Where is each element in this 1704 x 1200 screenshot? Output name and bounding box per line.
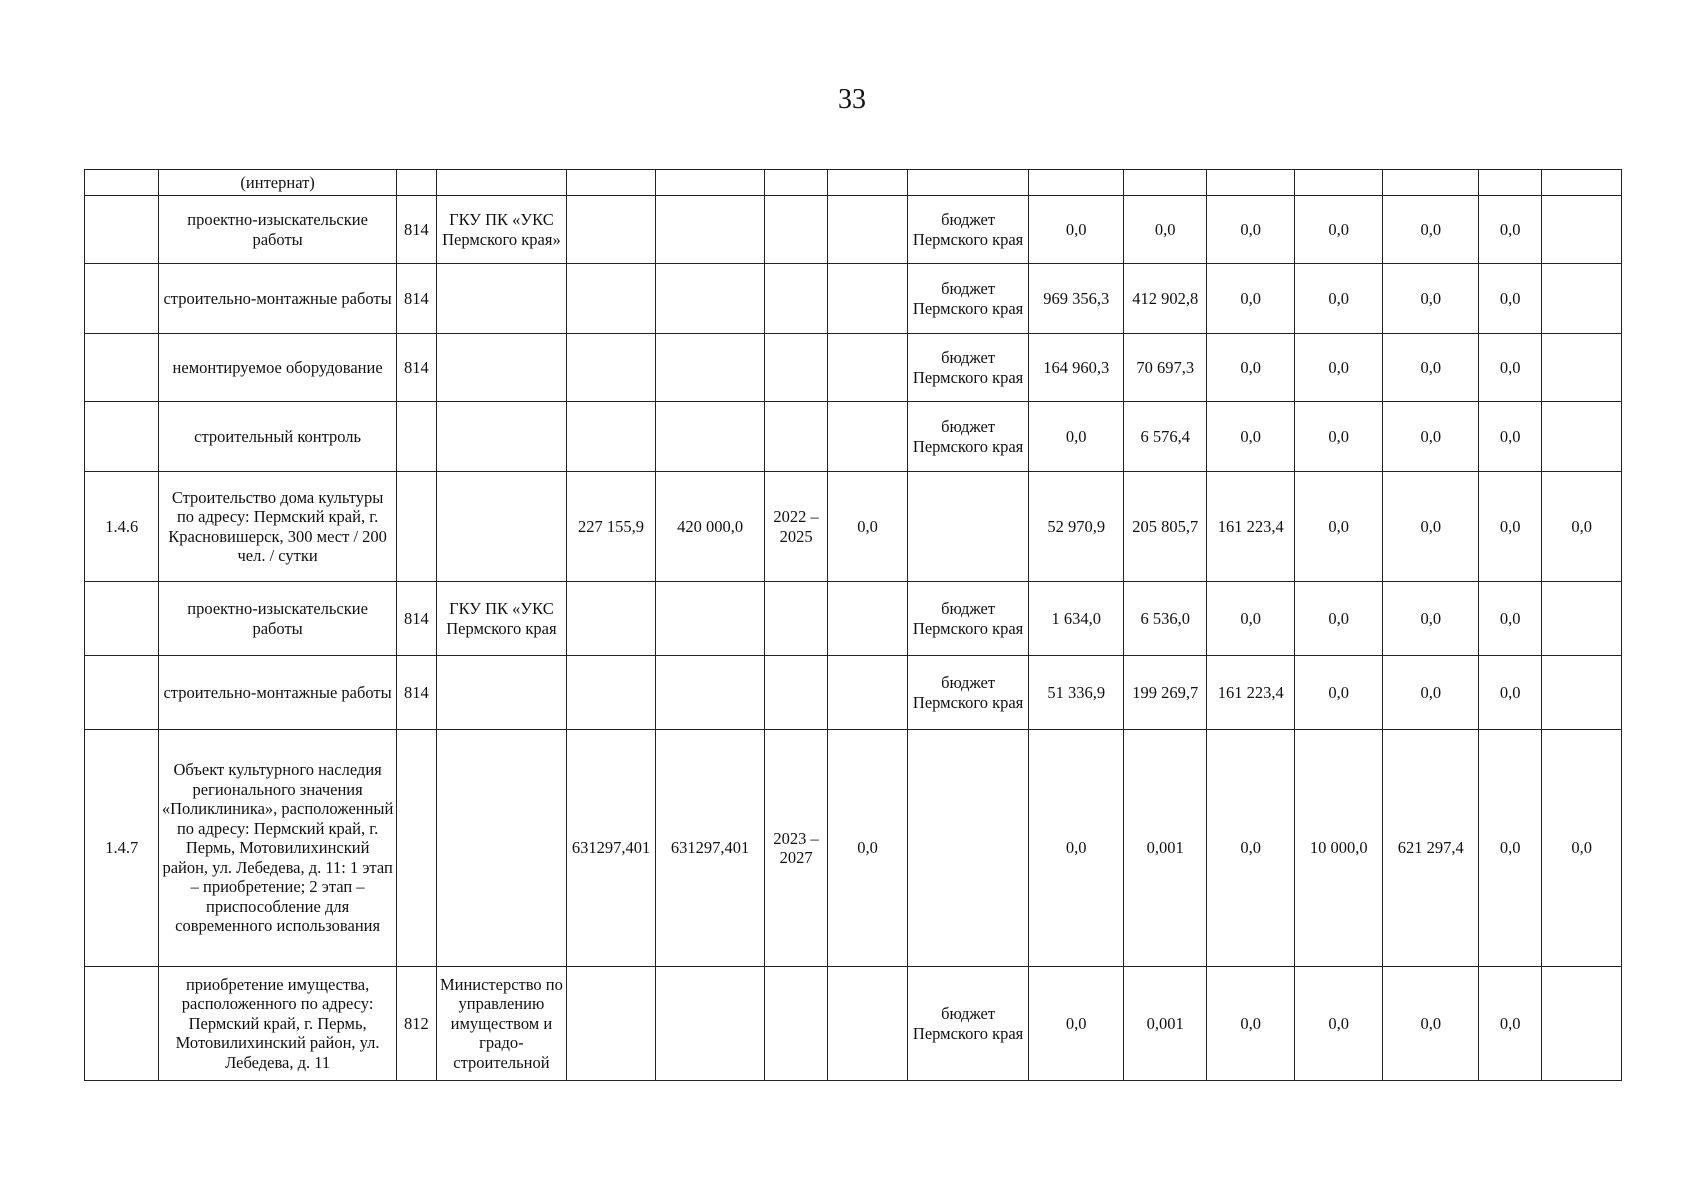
cell-cost2 [656, 334, 765, 402]
cell-code [85, 656, 159, 730]
cell-executor: ГКУ ПК «УКС Пермского края [437, 582, 567, 656]
cell-v1: 164 960,3 [1029, 334, 1124, 402]
cell-grbs: 814 [396, 264, 436, 334]
cell-name: немонтируемое оборудование [159, 334, 396, 402]
cell-c8 [828, 656, 907, 730]
cell-code [85, 264, 159, 334]
cell-v7 [1542, 170, 1622, 196]
cell-cost2: 420 000,0 [656, 472, 765, 582]
cell-code [85, 967, 159, 1081]
cell-cost2 [656, 264, 765, 334]
cell-v2 [1123, 170, 1206, 196]
cell-cost2 [656, 656, 765, 730]
cell-c8 [828, 196, 907, 264]
cell-source [907, 472, 1029, 582]
cell-v3: 0,0 [1207, 264, 1295, 334]
cell-code [85, 402, 159, 472]
cell-cost1 [566, 967, 656, 1081]
cell-v7 [1542, 967, 1622, 1081]
cell-source: бюджет Пермского края [907, 656, 1029, 730]
cell-v4: 0,0 [1294, 264, 1383, 334]
cell-v1: 51 336,9 [1029, 656, 1124, 730]
cell-v1: 0,0 [1029, 730, 1124, 967]
cell-v3: 0,0 [1207, 967, 1295, 1081]
cell-cost1 [566, 264, 656, 334]
cell-v2: 0,001 [1123, 730, 1206, 967]
budget-table [84, 169, 1622, 1081]
cell-v5: 0,0 [1383, 264, 1479, 334]
table-body [85, 170, 1622, 1081]
cell-v5: 0,0 [1383, 472, 1479, 582]
cell-v2: 0,001 [1123, 967, 1206, 1081]
cell-cost2 [656, 170, 765, 196]
cell-c8 [828, 264, 907, 334]
cell-name: строительно-монтажные работы [159, 656, 396, 730]
cell-v2: 6 576,4 [1123, 402, 1206, 472]
cell-source: бюджет Пермского края [907, 582, 1029, 656]
cell-executor [437, 334, 567, 402]
cell-grbs: 814 [396, 196, 436, 264]
cell-v2: 205 805,7 [1123, 472, 1206, 582]
cell-v4: 0,0 [1294, 334, 1383, 402]
cell-cost1 [566, 196, 656, 264]
cell-v5: 621 297,4 [1383, 730, 1479, 967]
cell-grbs [396, 170, 436, 196]
cell-v1: 0,0 [1029, 402, 1124, 472]
table-row [85, 334, 1622, 402]
cell-v4: 0,0 [1294, 472, 1383, 582]
cell-v1: 52 970,9 [1029, 472, 1124, 582]
cell-v3: 0,0 [1207, 196, 1295, 264]
cell-name: Строительство дома культуры по адресу: Пермский край, г. Красновишерск, 300 мест / 200 чел. / сутки [159, 472, 396, 582]
table-row [85, 170, 1622, 196]
cell-c8 [828, 582, 907, 656]
cell-period [764, 402, 827, 472]
cell-v5: 0,0 [1383, 196, 1479, 264]
cell-v5: 0,0 [1383, 334, 1479, 402]
cell-c8 [828, 967, 907, 1081]
table-row [85, 656, 1622, 730]
cell-cost1 [566, 582, 656, 656]
cell-cost2: 631297,401 [656, 730, 765, 967]
cell-code [85, 196, 159, 264]
cell-v7 [1542, 582, 1622, 656]
cell-v3: 0,0 [1207, 582, 1295, 656]
cell-c8 [828, 170, 907, 196]
cell-v4: 0,0 [1294, 402, 1383, 472]
cell-v7 [1542, 656, 1622, 730]
cell-v2: 412 902,8 [1123, 264, 1206, 334]
cell-name: проектно-изыскательские работы [159, 196, 396, 264]
cell-c8 [828, 334, 907, 402]
cell-source: бюджет Пермского края [907, 967, 1029, 1081]
cell-name: строительно-монтажные работы [159, 264, 396, 334]
cell-v1: 969 356,3 [1029, 264, 1124, 334]
cell-v1: 0,0 [1029, 967, 1124, 1081]
cell-source: бюджет Пермского края [907, 196, 1029, 264]
cell-v6: 0,0 [1479, 967, 1542, 1081]
cell-source [907, 170, 1029, 196]
cell-grbs: 812 [396, 967, 436, 1081]
cell-grbs [396, 402, 436, 472]
cell-v4: 0,0 [1294, 582, 1383, 656]
cell-grbs: 814 [396, 582, 436, 656]
cell-v6: 0,0 [1479, 730, 1542, 967]
cell-source: бюджет Пермского края [907, 264, 1029, 334]
cell-v4: 0,0 [1294, 656, 1383, 730]
cell-period [764, 967, 827, 1081]
cell-v1: 0,0 [1029, 196, 1124, 264]
cell-executor [437, 472, 567, 582]
cell-v5: 0,0 [1383, 582, 1479, 656]
cell-name: приобретение имущества, расположенного по адресу: Пермский край, г. Пермь, Мотовилихинский район, ул. Лебедева, д. 11 [159, 967, 396, 1081]
table-row [85, 730, 1622, 967]
cell-v1: 1 634,0 [1029, 582, 1124, 656]
cell-period [764, 196, 827, 264]
cell-v3: 0,0 [1207, 402, 1295, 472]
table-row [85, 967, 1622, 1081]
cell-v4: 10 000,0 [1294, 730, 1383, 967]
cell-period: 2023 – 2027 [764, 730, 827, 967]
table-row [85, 472, 1622, 582]
cell-v7 [1542, 334, 1622, 402]
cell-v7 [1542, 196, 1622, 264]
cell-executor: Министерство по управлению имуществом и градо-строительной [437, 967, 567, 1081]
cell-v3: 0,0 [1207, 334, 1295, 402]
cell-cost2 [656, 582, 765, 656]
cell-cost2 [656, 967, 765, 1081]
cell-v7 [1542, 402, 1622, 472]
cell-executor [437, 730, 567, 967]
cell-v5 [1383, 170, 1479, 196]
cell-c8 [828, 402, 907, 472]
table-row [85, 196, 1622, 264]
cell-cost1: 631297,401 [566, 730, 656, 967]
cell-cost1: 227 155,9 [566, 472, 656, 582]
cell-code [85, 582, 159, 656]
cell-c8: 0,0 [828, 472, 907, 582]
cell-v6 [1479, 170, 1542, 196]
cell-cost2 [656, 196, 765, 264]
cell-v7: 0,0 [1542, 472, 1622, 582]
cell-v4: 0,0 [1294, 967, 1383, 1081]
cell-source: бюджет Пермского края [907, 402, 1029, 472]
cell-v2: 6 536,0 [1123, 582, 1206, 656]
cell-period: 2022 – 2025 [764, 472, 827, 582]
cell-code [85, 170, 159, 196]
table-row [85, 582, 1622, 656]
cell-period [764, 264, 827, 334]
cell-period [764, 170, 827, 196]
cell-v4: 0,0 [1294, 196, 1383, 264]
cell-v5: 0,0 [1383, 967, 1479, 1081]
cell-grbs [396, 472, 436, 582]
cell-v6: 0,0 [1479, 472, 1542, 582]
cell-cost1 [566, 402, 656, 472]
cell-v6: 0,0 [1479, 402, 1542, 472]
table-row [85, 264, 1622, 334]
cell-executor: ГКУ ПК «УКС Пермского края» [437, 196, 567, 264]
cell-v3: 0,0 [1207, 730, 1295, 967]
cell-cost1 [566, 656, 656, 730]
cell-v6: 0,0 [1479, 582, 1542, 656]
cell-grbs: 814 [396, 334, 436, 402]
cell-period [764, 582, 827, 656]
cell-v5: 0,0 [1383, 402, 1479, 472]
cell-source: бюджет Пермского края [907, 334, 1029, 402]
cell-v2: 199 269,7 [1123, 656, 1206, 730]
cell-period [764, 656, 827, 730]
cell-cost1 [566, 170, 656, 196]
cell-code: 1.4.7 [85, 730, 159, 967]
cell-cost2 [656, 402, 765, 472]
cell-cost1 [566, 334, 656, 402]
page-number: 33 [838, 84, 866, 115]
cell-v2: 70 697,3 [1123, 334, 1206, 402]
cell-v3: 161 223,4 [1207, 472, 1295, 582]
cell-name: строительный контроль [159, 402, 396, 472]
cell-v7 [1542, 264, 1622, 334]
cell-executor [437, 656, 567, 730]
cell-grbs [396, 730, 436, 967]
cell-executor [437, 402, 567, 472]
cell-v4 [1294, 170, 1383, 196]
cell-v7: 0,0 [1542, 730, 1622, 967]
cell-v6: 0,0 [1479, 334, 1542, 402]
cell-v3: 161 223,4 [1207, 656, 1295, 730]
cell-v5: 0,0 [1383, 656, 1479, 730]
cell-v3 [1207, 170, 1295, 196]
cell-executor [437, 264, 567, 334]
cell-source [907, 730, 1029, 967]
cell-code: 1.4.6 [85, 472, 159, 582]
cell-v1 [1029, 170, 1124, 196]
cell-c8: 0,0 [828, 730, 907, 967]
cell-v2: 0,0 [1123, 196, 1206, 264]
cell-period [764, 334, 827, 402]
cell-v6: 0,0 [1479, 196, 1542, 264]
cell-v6: 0,0 [1479, 656, 1542, 730]
cell-name: проектно-изыскательские работы [159, 582, 396, 656]
cell-v6: 0,0 [1479, 264, 1542, 334]
table-row [85, 402, 1622, 472]
cell-executor [437, 170, 567, 196]
cell-name: (интернат) [159, 170, 396, 196]
cell-code [85, 334, 159, 402]
cell-grbs: 814 [396, 656, 436, 730]
cell-name: Объект культурного наследия регионального значения «Поликлиника», расположенный по адресу: Пермский край, г. Пермь, Мотовилихинский район, ул. Лебедева, д. 11: 1 этап – приобретение; 2 этап – приспособление для современного использования [159, 730, 396, 967]
